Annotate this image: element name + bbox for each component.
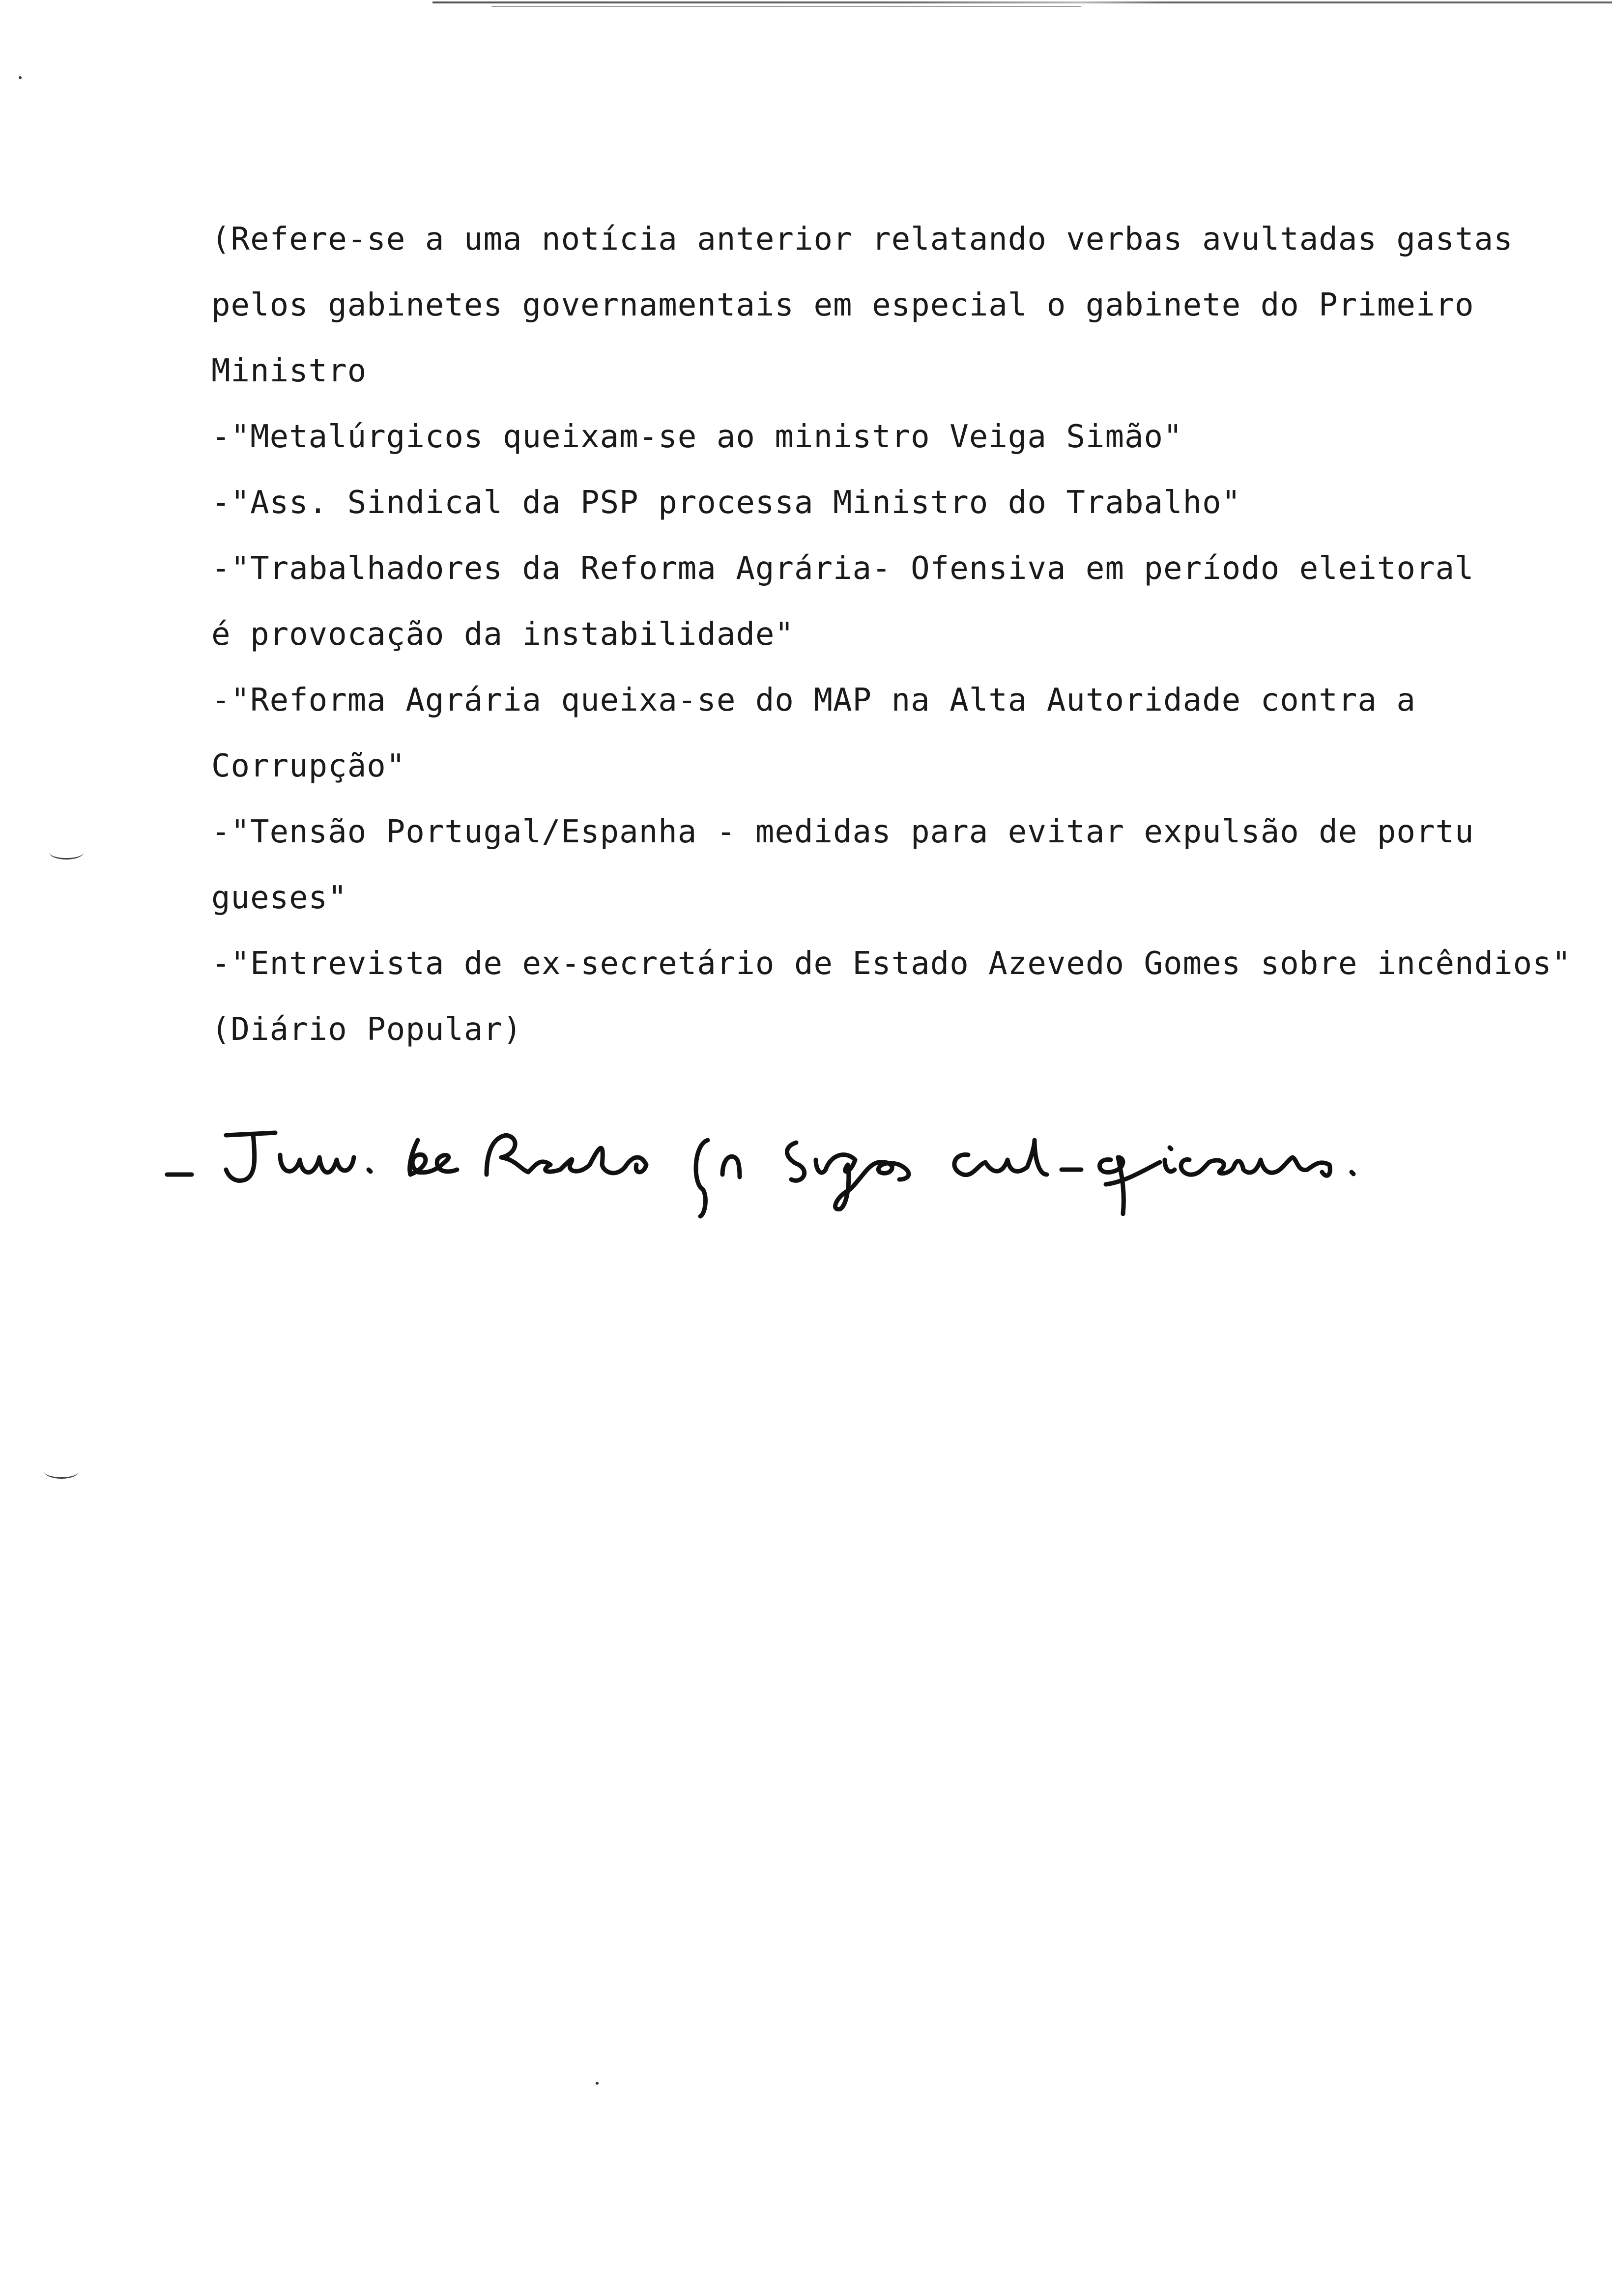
scan-speck <box>19 76 22 79</box>
text-line: pelos gabinetes governamentais em especial o gabinete do Primeiro <box>211 287 1474 323</box>
text-line: Corrupção" <box>211 748 406 784</box>
text-line: -"Tensão Portugal/Espanha - medidas para evitar expulsão de portu <box>211 814 1474 850</box>
text-line: gueses" <box>211 880 347 916</box>
handwritten-note <box>162 1111 1440 1229</box>
binder-hole-mark <box>44 1464 79 1479</box>
top-edge-rule-secondary <box>491 6 1081 7</box>
top-edge-rule <box>432 1 1612 3</box>
binder-hole-mark <box>49 845 84 860</box>
text-line: -"Reforma Agrária queixa-se do MAP na Alta Autoridade contra a <box>211 682 1416 718</box>
text-line: -"Metalúrgicos queixam-se ao ministro Veiga Simão" <box>211 419 1183 455</box>
typed-text-block <box>211 206 1587 1062</box>
scan-speck <box>596 2082 599 2085</box>
text-line: Ministro <box>211 353 367 389</box>
text-line: é provocação da instabilidade" <box>211 616 794 653</box>
text-line: -"Trabalhadores da Reforma Agrária- Ofensiva em período eleitoral <box>211 550 1474 587</box>
text-line: -"Entrevista de ex-secretário de Estado Azevedo Gomes sobre incêndios" <box>211 946 1572 982</box>
handwriting-drawing <box>162 1111 1440 1229</box>
text-line: (Diário Popular) <box>211 1011 522 1048</box>
text-line: (Refere-se a uma notícia anterior relatando verbas avultadas gastas <box>211 221 1513 258</box>
text-line: -"Ass. Sindical da PSP processa Ministro do Trabalho" <box>211 485 1241 521</box>
